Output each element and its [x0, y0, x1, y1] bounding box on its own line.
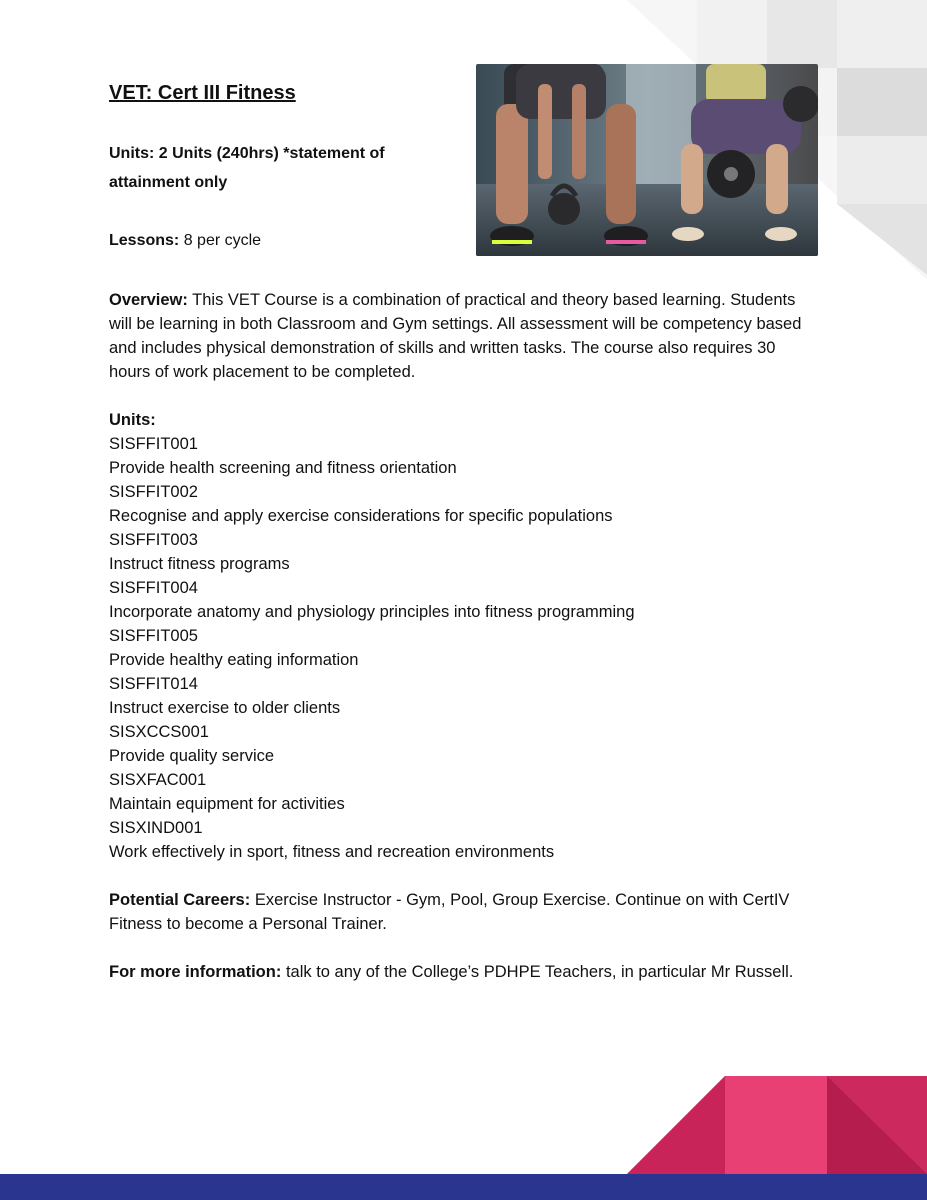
unit-name: Recognise and apply exercise considerations for specific populations — [109, 507, 613, 525]
careers-text: Exercise Instructor - Gym, Pool, Group Exercise. Continue on with CertIV Fitness to become a Personal Trainer. — [109, 891, 790, 933]
overview-paragraph — [109, 288, 821, 384]
unit-code: SISFFIT005 — [109, 627, 198, 645]
units-list-label: Units: — [109, 411, 156, 429]
lessons-value: 8 per cycle — [183, 232, 262, 249]
careers-paragraph — [109, 888, 821, 936]
page-title: VET: Cert III Fitness — [109, 82, 296, 104]
unit-code: SISXCCS001 — [109, 723, 209, 741]
unit-name: Incorporate anatomy and physiology principles into fitness programming — [109, 603, 635, 621]
bottom-right-decoration — [617, 1076, 927, 1174]
unit-name: Provide healthy eating information — [109, 651, 359, 669]
lessons-info — [109, 229, 261, 253]
unit-code: SISFFIT003 — [109, 531, 198, 549]
unit-name: Instruct fitness programs — [109, 555, 290, 573]
more-info-text: talk to any of the College’s PDHPE Teachers, in particular Mr Russell. — [285, 963, 794, 981]
unit-name: Maintain equipment for activities — [109, 795, 345, 813]
units-summary: Units: 2 Units (240hrs) *statement of attainment only — [109, 145, 385, 191]
more-info-paragraph — [109, 960, 821, 984]
unit-name: Provide quality service — [109, 747, 275, 765]
unit-code: SISFFIT002 — [109, 483, 198, 501]
unit-name: Instruct exercise to older clients — [109, 699, 341, 717]
bottom-bar — [0, 1174, 927, 1200]
unit-name: Work effectively in sport, fitness and recreation environments — [109, 843, 555, 861]
more-info-label: For more information: — [109, 963, 282, 981]
unit-code: SISXIND001 — [109, 819, 203, 837]
unit-name: Provide health screening and fitness orientation — [109, 459, 457, 477]
unit-code: SISFFIT001 — [109, 435, 198, 453]
overview-label: Overview: — [109, 291, 188, 309]
kettlebell-training-photo — [476, 64, 818, 256]
unit-code: SISFFIT014 — [109, 675, 198, 693]
course-details — [109, 288, 821, 984]
unit-code: SISXFAC001 — [109, 771, 207, 789]
careers-label: Potential Careers: — [109, 891, 251, 909]
unit-code: SISFFIT004 — [109, 579, 198, 597]
overview-text: This VET Course is a combination of practical and theory based learning. Students will be learning in both Classroom and Gym settings. All assessment will be competency based and includes physical demonstration of skills and written tasks. The course also requires 30 hours of work placement to be completed. — [109, 291, 802, 381]
units-list — [109, 432, 821, 864]
lessons-label: Lessons: — [109, 232, 180, 249]
